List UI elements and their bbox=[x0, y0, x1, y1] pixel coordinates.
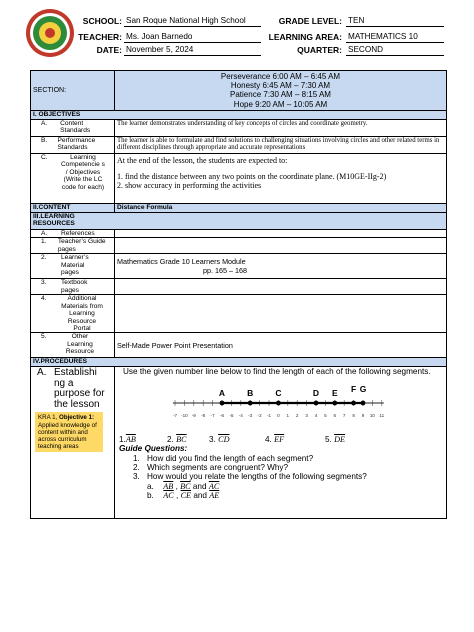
point-g bbox=[361, 400, 366, 405]
competency-item: 1. find the distance between any two points on the coordinate plane. (M10GE-IIg-2) bbox=[117, 171, 387, 181]
grade-label: GRADE LEVEL: bbox=[278, 16, 342, 26]
point-label-g: G bbox=[359, 383, 367, 394]
section-schedule bbox=[115, 71, 447, 111]
resources-title-text: III.LEARNING RESOURCES bbox=[33, 213, 75, 228]
school-label: SCHOOL: bbox=[82, 16, 122, 26]
learners-material-cell bbox=[31, 254, 115, 279]
item-letter: B. bbox=[41, 137, 48, 144]
item-letter: A. bbox=[41, 120, 48, 127]
segment: $\overline{AC}$ bbox=[163, 491, 174, 501]
item-letter: A. bbox=[41, 230, 48, 237]
question-text: How did you find the length of each segment? bbox=[147, 453, 314, 463]
teacher-label: TEACHER: bbox=[78, 32, 122, 42]
item-number: 3. bbox=[41, 279, 47, 287]
tick-label: 8 bbox=[352, 412, 355, 418]
tick-label: -7 bbox=[172, 412, 178, 418]
point-label-a: A bbox=[218, 387, 226, 398]
question-text: Which segments are congruent? Why? bbox=[147, 463, 289, 473]
other-resource-label: Other Learning Resource bbox=[65, 333, 95, 356]
learners-material-value bbox=[115, 254, 447, 279]
lesson-plan-table bbox=[30, 70, 447, 519]
tick-label: 6 bbox=[333, 412, 337, 418]
kra-note bbox=[35, 412, 103, 452]
learning-area-label: LEARNING AREA: bbox=[268, 32, 342, 42]
competencies-intro: At the end of the lesson, the students are expected to: bbox=[117, 156, 288, 165]
question-number: 1. bbox=[133, 453, 140, 463]
references-label: References bbox=[61, 230, 95, 237]
segment-number: 2. bbox=[167, 434, 174, 444]
kra-label: KRA 1, bbox=[38, 414, 58, 422]
tick-label: -7 bbox=[210, 412, 215, 418]
section-line: Patience 7:30 AM – 8:15 AM bbox=[230, 90, 331, 100]
quarter-value: SECOND bbox=[346, 45, 444, 56]
performance-standards-text: The learner is able to formulate and find solutions to challenging situations involving circles and other related terms in different disciplines through appropriate and accurate representations bbox=[115, 137, 447, 154]
objectives-title: I. OBJECTIVES bbox=[31, 111, 447, 120]
tick-label: 10 bbox=[369, 412, 375, 418]
segment-ef: $\overline{EF}$ bbox=[274, 434, 285, 444]
tick-label: 11 bbox=[379, 412, 385, 418]
segment-number: 5. bbox=[325, 434, 332, 444]
textbook-label: Textbook pages bbox=[61, 279, 88, 294]
segment-bc: $\overline{BC}$ bbox=[176, 434, 187, 444]
segment-number: 1. bbox=[119, 434, 126, 444]
segment: $\overline{CE}$ bbox=[180, 491, 192, 501]
segment: $\overline{BC}$ bbox=[180, 481, 191, 491]
point-c bbox=[276, 400, 281, 405]
establishing-purpose-content bbox=[115, 367, 447, 519]
segment-number: 4. bbox=[265, 434, 272, 444]
tick-label: 0 bbox=[277, 412, 280, 418]
item-number: 1. bbox=[41, 238, 47, 246]
additional-materials-cell bbox=[31, 295, 115, 333]
guide-question bbox=[119, 472, 444, 481]
content-value: Distance Formula bbox=[115, 204, 447, 213]
quarter-label: QUARTER: bbox=[297, 45, 342, 55]
segment-cd: $\overline{CD}$ bbox=[218, 434, 230, 444]
textbook-cell bbox=[31, 279, 115, 295]
tick-label: -5 bbox=[229, 412, 234, 418]
question-text: How would you relate the lengths of the following segments? bbox=[147, 472, 367, 482]
grade-value: TEN bbox=[346, 16, 444, 27]
kra-objective: Objective 1: bbox=[59, 414, 95, 422]
point-label-c: C bbox=[275, 387, 282, 398]
number-line bbox=[171, 377, 391, 435]
item-number: 5. bbox=[41, 333, 47, 341]
other-resource-value: Self-Made Power Point Presentation bbox=[115, 333, 447, 358]
additional-materials-value bbox=[115, 295, 447, 333]
item-number: 4. bbox=[41, 295, 47, 303]
teachers-guide-value bbox=[115, 238, 447, 254]
sub-question-letter: b. bbox=[147, 491, 154, 501]
tick-label: -1 bbox=[266, 412, 272, 418]
date-label: DATE: bbox=[96, 45, 122, 55]
teachers-guide-label: Teacher’s Guide pages bbox=[57, 238, 106, 253]
tick-label: 3 bbox=[305, 412, 308, 418]
segment: $\overline{AB}$ bbox=[163, 481, 174, 491]
content-standards-text: The learner demonstrates understanding of key concepts of circles and coordinate geometry. bbox=[115, 120, 447, 137]
guide-question bbox=[119, 454, 444, 463]
conjunction: and bbox=[192, 481, 207, 491]
references-cell bbox=[31, 230, 115, 238]
point-label-d: D bbox=[312, 387, 320, 398]
section-line: Hope 9:20 AM – 10:05 AM bbox=[233, 99, 328, 109]
point-b bbox=[248, 400, 253, 405]
date-value: November 5, 2024 bbox=[124, 45, 261, 56]
content-title: II.CONTENT bbox=[31, 204, 115, 213]
sub-question-letter: a. bbox=[147, 481, 154, 491]
references-value bbox=[115, 230, 447, 238]
content-standards-label: Content Standards bbox=[60, 120, 91, 135]
segment: $\overline{AC}$ bbox=[208, 481, 220, 491]
tick-label: -3 bbox=[248, 412, 253, 418]
learners-material-label: Learner’s Material pages bbox=[61, 254, 89, 277]
point-label-f: F bbox=[350, 383, 357, 394]
teachers-guide-cell bbox=[31, 238, 115, 254]
tick-label: 4 bbox=[314, 412, 318, 418]
performance-standards-cell bbox=[31, 137, 115, 154]
question-number: 3. bbox=[133, 472, 140, 482]
point-e bbox=[332, 400, 337, 405]
tick-label: -10 bbox=[181, 412, 188, 418]
tick-label: 9 bbox=[361, 412, 365, 418]
sub-question-a: a. $\overline{AB}$ , $\overline{BC}$ and $\overline{AC}$ bbox=[147, 481, 220, 491]
other-resource-cell bbox=[31, 333, 115, 358]
question-number: 2. bbox=[133, 463, 140, 473]
guide-questions-title: Guide Questions: bbox=[119, 444, 188, 454]
establishing-purpose-cell bbox=[31, 367, 115, 519]
tick-label: -2 bbox=[257, 412, 262, 418]
additional-materials-label: Additional Materials from Learning Resource Portal bbox=[61, 295, 103, 333]
item-letter: C. bbox=[41, 154, 48, 161]
point-f bbox=[351, 400, 356, 405]
section-line: Perseverance 6:00 AM – 6:45 AM bbox=[220, 72, 341, 81]
learning-competencies-text bbox=[115, 154, 447, 204]
competency-item: 2. show accuracy in performing the activities bbox=[117, 181, 262, 190]
learners-material-pages: pp. 165 – 168 bbox=[203, 265, 247, 275]
learning-competencies-label: Learning Competencie s / Objectives (Write the LC code for each) bbox=[61, 154, 105, 191]
textbook-value bbox=[115, 279, 447, 295]
segment-ab: $\overline{AB}$ bbox=[125, 434, 136, 444]
point-label-e: E bbox=[331, 387, 338, 398]
point-label-b: B bbox=[247, 387, 254, 398]
item-number: 2. bbox=[41, 254, 47, 262]
numberline-instruction: Use the given number line below to find the length of each of the following segments. bbox=[123, 367, 431, 377]
school-logo bbox=[25, 8, 75, 58]
segment-number: 3. bbox=[209, 434, 216, 444]
school-value: San Roque National High School bbox=[124, 16, 261, 27]
point-d bbox=[314, 400, 319, 405]
segment-list bbox=[119, 435, 444, 444]
teacher-value: Ms. Joan Barnedo bbox=[124, 32, 261, 43]
tick-label: -8 bbox=[201, 412, 206, 418]
tick-label: 7 bbox=[342, 412, 346, 418]
item-letter: A. bbox=[37, 367, 47, 379]
segment-de: $\overline{DE}$ bbox=[334, 434, 346, 444]
performance-standards-label: Performance Standards bbox=[57, 137, 96, 152]
establishing-purpose-label: Establishi ng a purpose for the lesson bbox=[54, 367, 105, 410]
tick-label: -9 bbox=[191, 412, 196, 418]
learning-competencies-cell bbox=[31, 154, 115, 204]
resources-title bbox=[31, 213, 447, 230]
guide-question bbox=[119, 463, 444, 472]
section-line: Honesty 6:45 AM – 7:30 AM bbox=[230, 81, 331, 91]
tick-label: 2 bbox=[295, 412, 299, 418]
learning-area-value: MATHEMATICS 10 bbox=[346, 32, 444, 43]
kra-description: Applied knowledge of content within and across curriculum teaching areas bbox=[38, 421, 97, 451]
tick-label: 1 bbox=[286, 412, 290, 418]
content-standards-cell bbox=[31, 120, 115, 137]
section-label: SECTION: bbox=[31, 71, 115, 111]
segment: $\overline{AE}$ bbox=[209, 491, 220, 501]
point-a bbox=[220, 400, 225, 405]
tick-label: -6 bbox=[219, 412, 225, 418]
procedures-title: IV.PROCEDURES bbox=[31, 358, 447, 367]
learners-material-title: Mathematics Grade 10 Learners Module bbox=[117, 257, 246, 267]
sub-question-b: b. $\overline{AC}$ , $\overline{CE}$ and $\overline{AE}$ bbox=[147, 491, 220, 501]
conjunction: and bbox=[193, 491, 207, 501]
tick-label: 5 bbox=[324, 412, 327, 418]
tick-label: -4 bbox=[238, 412, 243, 418]
